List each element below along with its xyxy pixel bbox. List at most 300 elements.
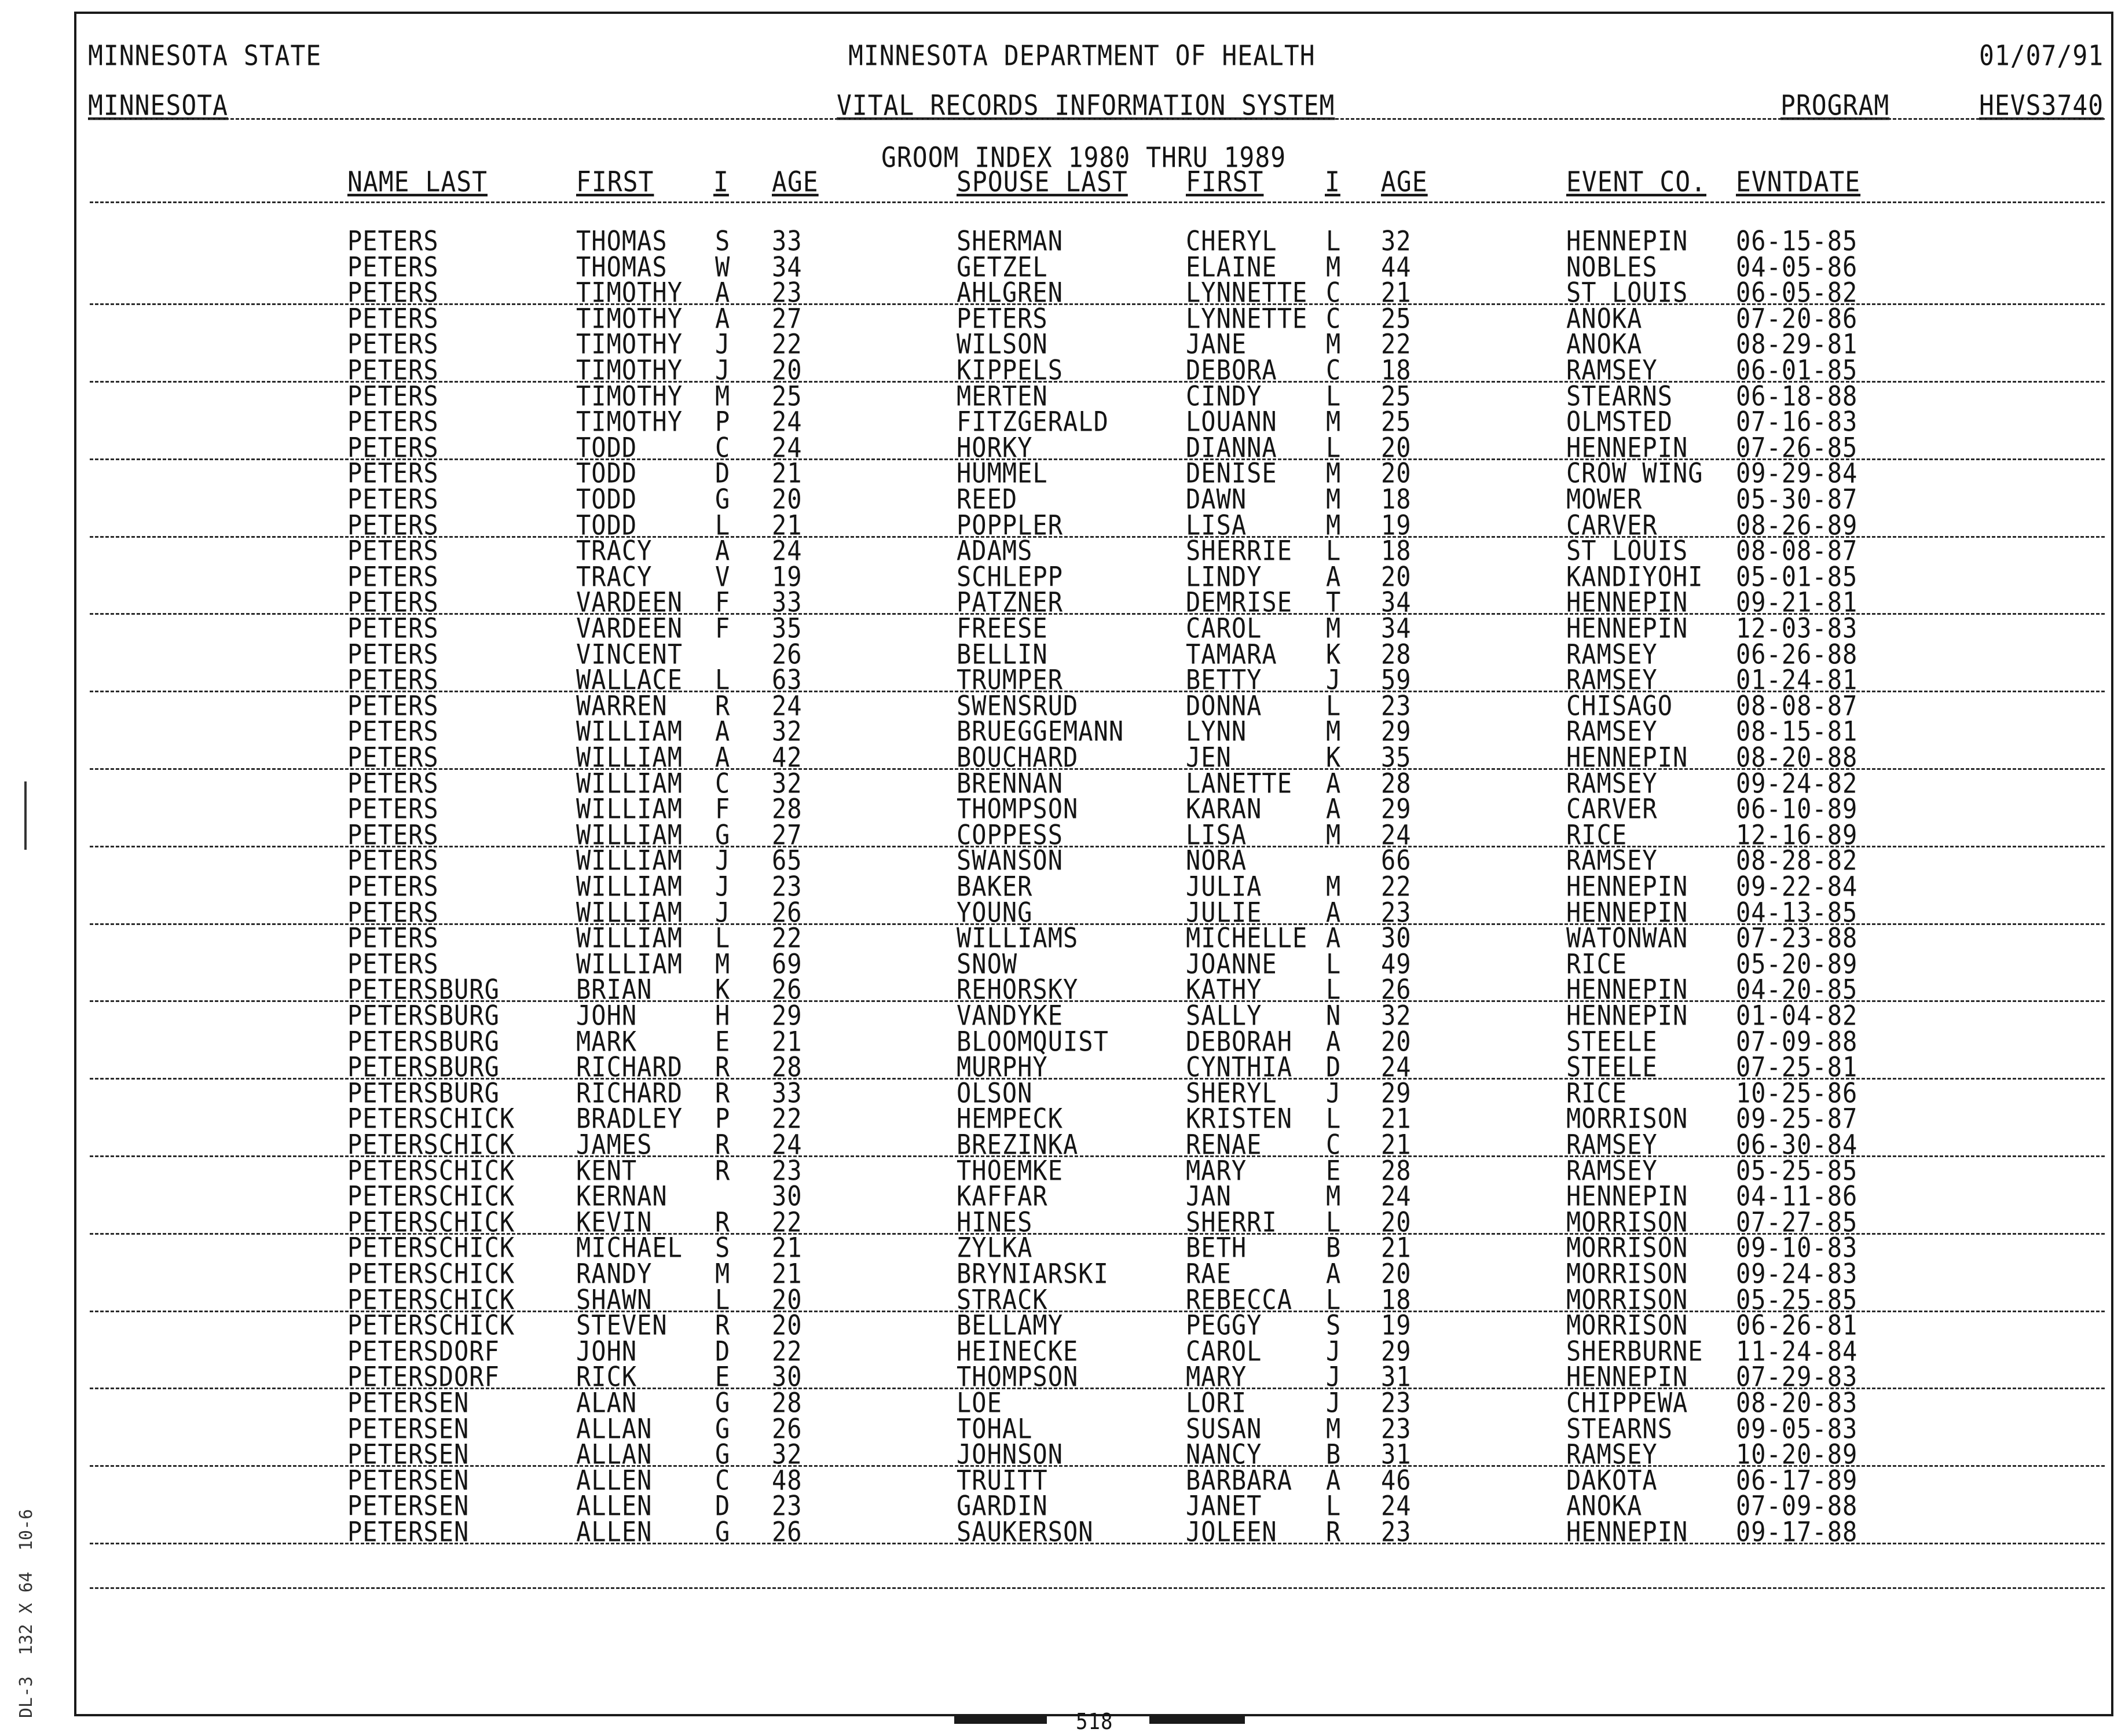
cell-initial: A [715, 715, 731, 747]
cell-spouse-first: CAROL [1186, 612, 1262, 644]
cell-name-last: PETERSCHICK [347, 1232, 515, 1264]
cell-first-name: WILLIAM [576, 870, 683, 902]
cell-event-county: STEELE [1566, 1025, 1658, 1058]
table-row [0, 405, 2125, 438]
cell-spouse-age: 21 [1381, 276, 1412, 309]
cell-spouse-age: 23 [1381, 1386, 1412, 1419]
cell-age: 29 [772, 999, 803, 1032]
cell-age: 24 [772, 534, 803, 567]
cell-spouse-age: 24 [1381, 1180, 1412, 1212]
cell-event-date: 08-15-81 [1736, 715, 1858, 747]
cell-event-date: 06-30-84 [1736, 1128, 1858, 1161]
cell-age: 26 [772, 638, 803, 670]
cell-event-date: 10-20-89 [1736, 1438, 1858, 1470]
cell-event-county: HENNEPIN [1566, 741, 1688, 773]
table-row [0, 1283, 2125, 1316]
cell-first-name: BRIAN [576, 974, 653, 1005]
cell-spouse-last: COPPESS [957, 819, 1064, 851]
table-row [0, 1490, 2125, 1522]
cell-age: 23 [772, 870, 803, 902]
header-state-second: MINNESOTA [88, 89, 228, 122]
cell-spouse-first: LORI [1186, 1386, 1247, 1419]
cell-first-name: WARREN [576, 689, 668, 722]
table-row [0, 1309, 2125, 1341]
cell-event-county: RAMSEY [1566, 1128, 1658, 1161]
cell-event-date: 07-16-83 [1736, 405, 1858, 438]
cell-name-last: PETERS [347, 741, 439, 773]
cell-event-county: STEARNS [1566, 380, 1673, 412]
cell-event-date: 08-08-87 [1736, 689, 1858, 722]
table-row [0, 302, 2125, 335]
cell-initial: L [715, 922, 731, 954]
cell-spouse-age: 29 [1381, 1077, 1412, 1109]
table-row [0, 534, 2125, 567]
cell-spouse-first: DEBORAH [1186, 1025, 1293, 1058]
table-row [0, 560, 2125, 593]
cell-spouse-initial: B [1326, 1438, 1342, 1470]
cell-event-date: 07-26-85 [1736, 431, 1858, 464]
cell-first-name: TIMOTHY [576, 328, 683, 360]
cell-spouse-initial: L [1326, 1490, 1342, 1522]
cell-name-last: PETERS [347, 251, 439, 283]
column-header-rule [90, 201, 2105, 203]
header-system: VITAL RECORDS INFORMATION SYSTEM [837, 89, 1335, 122]
table-row [0, 715, 2125, 747]
cell-spouse-last: MURPHY [957, 1051, 1048, 1083]
cell-event-date: 06-17-89 [1736, 1464, 1858, 1496]
cell-event-county: MOWER [1566, 483, 1643, 515]
cell-name-last: PETERSCHICK [347, 1206, 515, 1238]
cell-spouse-first: SUSAN [1186, 1412, 1262, 1445]
cell-spouse-first: NANCY [1186, 1438, 1262, 1470]
cell-first-name: ALLEN [576, 1464, 653, 1496]
cell-event-date: 09-05-83 [1736, 1412, 1858, 1445]
cell-age: 24 [772, 405, 803, 438]
cell-name-last: PETERSDORF [347, 1361, 500, 1393]
cell-spouse-age: 46 [1381, 1464, 1412, 1496]
cell-event-county: HENNEPIN [1566, 1180, 1688, 1212]
cell-age: 26 [772, 974, 803, 1005]
cell-initial: G [715, 1412, 731, 1445]
col-spouse-initial: I [1325, 166, 1340, 199]
cell-spouse-initial: A [1326, 1025, 1342, 1058]
cell-event-date: 04-11-86 [1736, 1180, 1858, 1212]
cell-spouse-first: RENAE [1186, 1128, 1262, 1161]
col-spouse-last: SPOUSE LAST [957, 166, 1128, 199]
cell-age: 20 [772, 1283, 803, 1316]
cell-spouse-age: 49 [1381, 948, 1412, 980]
cell-spouse-age: 21 [1381, 1103, 1412, 1135]
cell-spouse-first: SHERYL [1186, 1077, 1277, 1109]
cell-age: 33 [772, 225, 803, 257]
cell-spouse-last: HEMPECK [957, 1103, 1064, 1135]
cell-spouse-first: LANETTE [1186, 767, 1293, 799]
cell-event-county: ANOKA [1566, 302, 1643, 335]
cell-event-date: 06-01-85 [1736, 354, 1858, 386]
table-row [0, 509, 2125, 541]
header-program-id: HEVS3740 [1979, 89, 2104, 122]
cell-name-last: PETERS [347, 225, 439, 257]
cell-event-county: CHISAGO [1566, 689, 1673, 722]
cell-spouse-initial: M [1326, 715, 1342, 747]
cell-age: 28 [772, 1386, 803, 1419]
cell-event-date: 07-29-83 [1736, 1361, 1858, 1393]
cell-age: 33 [772, 586, 803, 618]
cell-event-county: WATONWAN [1566, 922, 1688, 954]
cell-spouse-last: SWENSRUD [957, 689, 1079, 722]
cell-event-county: MORRISON [1566, 1206, 1688, 1238]
cell-name-last: PETERSCHICK [347, 1180, 515, 1212]
header-state: MINNESOTA STATE [88, 39, 322, 72]
cell-age: 24 [772, 689, 803, 722]
cell-spouse-initial: A [1326, 767, 1342, 799]
cell-spouse-age: 24 [1381, 1490, 1412, 1522]
cell-spouse-initial: L [1326, 1283, 1342, 1316]
cell-event-county: HENNEPIN [1566, 225, 1688, 257]
cell-spouse-initial: J [1326, 1361, 1342, 1393]
cell-first-name: WILLIAM [576, 845, 683, 876]
cell-spouse-last: YOUNG [957, 896, 1033, 928]
cell-event-date: 06-10-89 [1736, 792, 1858, 825]
cell-name-last: PETERSBURG [347, 999, 500, 1032]
table-row [0, 741, 2125, 773]
table-row [0, 251, 2125, 283]
cell-event-county: RICE [1566, 819, 1628, 851]
cell-first-name: WILLIAM [576, 922, 683, 954]
cell-spouse-last: KAFFAR [957, 1180, 1048, 1212]
cell-spouse-last: SWANSON [957, 845, 1064, 876]
cell-spouse-age: 20 [1381, 560, 1412, 593]
cell-initial: F [715, 792, 731, 825]
cell-spouse-last: BRUEGGEMANN [957, 715, 1124, 747]
cell-spouse-initial: N [1326, 999, 1342, 1032]
row-group-rule [90, 1543, 2105, 1544]
cell-initial: L [715, 663, 731, 696]
cell-spouse-last: LOE [957, 1386, 1002, 1419]
cell-spouse-initial: L [1326, 974, 1342, 1005]
cell-first-name: TIMOTHY [576, 276, 683, 309]
cell-spouse-initial: T [1326, 586, 1342, 618]
cell-spouse-last: FREESE [957, 612, 1048, 644]
cell-name-last: PETERSEN [347, 1412, 470, 1445]
cell-spouse-first: DIANNA [1186, 431, 1277, 464]
cell-first-name: TIMOTHY [576, 380, 683, 412]
cell-age: 22 [772, 1206, 803, 1238]
cell-event-county: RICE [1566, 948, 1628, 980]
cell-event-date: 12-03-83 [1736, 612, 1858, 644]
col-name-last: NAME LAST [347, 166, 488, 199]
cell-spouse-last: PETERS [957, 302, 1048, 335]
cell-spouse-initial: S [1326, 1309, 1342, 1341]
cell-spouse-first: MARY [1186, 1361, 1247, 1393]
cell-spouse-initial: M [1326, 1412, 1342, 1445]
cell-event-county: HENNEPIN [1566, 999, 1688, 1032]
cell-event-county: CROW WING [1566, 457, 1703, 489]
cell-event-county: MORRISON [1566, 1257, 1688, 1290]
cell-event-county: STEELE [1566, 1051, 1658, 1083]
cell-age: 24 [772, 1128, 803, 1161]
cell-initial: A [715, 741, 731, 773]
cell-age: 22 [772, 328, 803, 360]
cell-spouse-age: 59 [1381, 663, 1412, 696]
cell-event-county: ANOKA [1566, 1490, 1643, 1522]
cell-age: 32 [772, 767, 803, 799]
table-row [0, 1412, 2125, 1445]
cell-spouse-last: SHERMAN [957, 225, 1064, 257]
cell-spouse-initial: D [1326, 1051, 1342, 1083]
cell-spouse-age: 26 [1381, 974, 1412, 1005]
cell-event-date: 04-13-85 [1736, 896, 1858, 928]
cell-event-county: HENNEPIN [1566, 431, 1688, 464]
cell-spouse-age: 20 [1381, 1206, 1412, 1238]
table-row [0, 276, 2125, 309]
cell-event-date: 09-22-84 [1736, 870, 1858, 902]
cell-spouse-age: 22 [1381, 328, 1412, 360]
cell-age: 20 [772, 1309, 803, 1341]
cell-first-name: SHAWN [576, 1283, 653, 1316]
cell-event-date: 07-09-88 [1736, 1025, 1858, 1058]
table-row [0, 1180, 2125, 1212]
table-row [0, 1128, 2125, 1161]
cell-spouse-initial: A [1326, 922, 1342, 954]
cell-name-last: PETERSEN [347, 1438, 470, 1470]
cell-spouse-last: VANDYKE [957, 999, 1064, 1032]
cell-spouse-age: 18 [1381, 354, 1412, 386]
cell-first-name: VARDEEN [576, 612, 683, 644]
cell-name-last: PETERS [347, 819, 439, 851]
cell-initial: M [715, 948, 731, 980]
cell-initial: S [715, 1232, 731, 1264]
cell-event-county: HENNEPIN [1566, 974, 1688, 1005]
table-row [0, 483, 2125, 515]
cell-name-last: PETERS [347, 483, 439, 515]
cell-event-county: RAMSEY [1566, 354, 1658, 386]
cell-name-last: PETERSEN [347, 1386, 470, 1419]
cell-spouse-last: AHLGREN [957, 276, 1064, 309]
cell-age: 28 [772, 1051, 803, 1083]
table-row [0, 1025, 2125, 1058]
cell-spouse-first: KRISTEN [1186, 1103, 1293, 1135]
cell-event-date: 09-24-82 [1736, 767, 1858, 799]
cell-spouse-age: 28 [1381, 638, 1412, 670]
cell-spouse-initial: M [1326, 457, 1342, 489]
cell-first-name: VARDEEN [576, 586, 683, 618]
cell-event-date: 10-25-86 [1736, 1077, 1858, 1109]
cell-first-name: JOHN [576, 999, 637, 1032]
cell-event-date: 05-25-85 [1736, 1154, 1858, 1187]
cell-name-last: PETERS [347, 328, 439, 360]
cell-spouse-first: SALLY [1186, 999, 1262, 1032]
table-row [0, 1438, 2125, 1470]
cell-initial: C [715, 431, 731, 464]
cell-spouse-age: 32 [1381, 225, 1412, 257]
cell-spouse-last: FITZGERALD [957, 405, 1109, 438]
cell-first-name: WILLIAM [576, 792, 683, 825]
cell-age: 21 [772, 1025, 803, 1058]
table-end-rule [90, 1587, 2105, 1589]
cell-spouse-first: KARAN [1186, 792, 1262, 825]
cell-initial: P [715, 1103, 731, 1135]
cell-spouse-last: TOHAL [957, 1412, 1033, 1445]
cell-spouse-first: BETH [1186, 1232, 1247, 1264]
cell-first-name: ALAN [576, 1386, 637, 1419]
cell-spouse-age: 28 [1381, 1154, 1412, 1187]
cell-first-name: VINCENT [576, 638, 683, 670]
cell-age: 42 [772, 741, 803, 773]
cell-spouse-age: 31 [1381, 1361, 1412, 1393]
cell-name-last: PETERS [347, 534, 439, 567]
cell-first-name: THOMAS [576, 225, 668, 257]
table-row [0, 845, 2125, 876]
cell-spouse-first: LYNNETTE [1186, 276, 1308, 309]
cell-spouse-first: JOANNE [1186, 948, 1277, 980]
cell-spouse-age: 28 [1381, 767, 1412, 799]
table-row [0, 948, 2125, 980]
cell-name-last: PETERS [347, 896, 439, 928]
cell-event-county: MORRISON [1566, 1232, 1688, 1264]
cell-spouse-age: 29 [1381, 792, 1412, 825]
cell-spouse-last: BLOOMQUIST [957, 1025, 1109, 1058]
cell-spouse-last: MERTEN [957, 380, 1048, 412]
cell-spouse-age: 21 [1381, 1128, 1412, 1161]
cell-name-last: PETERS [347, 560, 439, 593]
table-row [0, 1464, 2125, 1496]
cell-age: 30 [772, 1180, 803, 1212]
table-row [0, 1103, 2125, 1135]
table-row [0, 870, 2125, 902]
cell-event-date: 06-18-88 [1736, 380, 1858, 412]
cell-event-county: RICE [1566, 1077, 1628, 1109]
cell-spouse-initial: A [1326, 792, 1342, 825]
cell-event-date: 08-28-82 [1736, 845, 1858, 876]
cell-first-name: TODD [576, 509, 637, 541]
cell-spouse-last: BAKER [957, 870, 1033, 902]
cell-event-county: RAMSEY [1566, 715, 1658, 747]
cell-spouse-age: 24 [1381, 1051, 1412, 1083]
cell-spouse-initial: C [1326, 354, 1342, 386]
cell-age: 32 [772, 1438, 803, 1470]
cell-event-date: 09-17-88 [1736, 1515, 1858, 1548]
margin-tick-mark [24, 781, 27, 850]
cell-age: 20 [772, 483, 803, 515]
cell-event-county: HENNEPIN [1566, 586, 1688, 618]
cell-spouse-age: 24 [1381, 819, 1412, 851]
cell-event-county: STEARNS [1566, 1412, 1673, 1445]
cell-spouse-first: DENISE [1186, 457, 1277, 489]
cell-event-date: 11-24-84 [1736, 1335, 1858, 1367]
cell-spouse-first: LISA [1186, 509, 1247, 541]
cell-spouse-age: 25 [1381, 302, 1412, 335]
col-event-co: EVENT CO. [1566, 166, 1706, 199]
cell-spouse-initial: J [1326, 663, 1342, 696]
table-row [0, 638, 2125, 670]
cell-event-date: 05-20-89 [1736, 948, 1858, 980]
cell-spouse-initial: L [1326, 1206, 1342, 1238]
cell-event-date: 01-24-81 [1736, 663, 1858, 696]
table-row [0, 1206, 2125, 1238]
cell-spouse-age: 18 [1381, 483, 1412, 515]
cell-spouse-age: 18 [1381, 1283, 1412, 1316]
cell-spouse-first: JAN [1186, 1180, 1232, 1212]
table-row [0, 354, 2125, 386]
cell-first-name: ALLAN [576, 1438, 653, 1470]
cell-age: 27 [772, 819, 803, 851]
cell-event-date: 08-29-81 [1736, 328, 1858, 360]
cell-spouse-initial: M [1326, 328, 1342, 360]
cell-first-name: WILLIAM [576, 741, 683, 773]
cell-name-last: PETERS [347, 767, 439, 799]
cell-spouse-initial: M [1326, 819, 1342, 851]
cell-spouse-age: 20 [1381, 1025, 1412, 1058]
cell-event-date: 07-27-85 [1736, 1206, 1858, 1238]
cell-initial: G [715, 483, 731, 515]
cell-initial: R [715, 1206, 731, 1238]
cell-spouse-first: KATHY [1186, 974, 1262, 1005]
cell-spouse-first: DEMRISE [1186, 586, 1293, 618]
cell-spouse-age: 21 [1381, 1232, 1412, 1264]
header-department: MINNESOTA DEPARTMENT OF HEALTH [848, 39, 1316, 72]
cell-spouse-first: JANE [1186, 328, 1247, 360]
cell-event-county: MORRISON [1566, 1309, 1688, 1341]
table-row [0, 328, 2125, 360]
cell-first-name: ALLEN [576, 1490, 653, 1522]
cell-name-last: PETERSCHICK [347, 1309, 515, 1341]
cell-first-name: TRACY [576, 560, 653, 593]
cell-initial: M [715, 380, 731, 412]
cell-initial: F [715, 586, 731, 618]
cell-event-date: 09-10-83 [1736, 1232, 1858, 1264]
table-row [0, 974, 2125, 1005]
cell-spouse-first: CYNTHIA [1186, 1051, 1293, 1083]
cell-initial: G [715, 1515, 731, 1548]
cell-first-name: MARK [576, 1025, 637, 1058]
cell-event-date: 09-29-84 [1736, 457, 1858, 489]
cell-name-last: PETERS [347, 380, 439, 412]
cell-first-name: STEVEN [576, 1309, 668, 1341]
cell-event-county: OLMSTED [1566, 405, 1673, 438]
cell-spouse-first: JULIE [1186, 896, 1262, 928]
cell-event-county: HENNEPIN [1566, 1361, 1688, 1393]
cell-initial: G [715, 819, 731, 851]
cell-event-date: 05-25-85 [1736, 1283, 1858, 1316]
table-row [0, 1154, 2125, 1187]
cell-initial: L [715, 1283, 731, 1316]
cell-spouse-age: 23 [1381, 1515, 1412, 1548]
table-row [0, 922, 2125, 954]
cell-name-last: PETERSCHICK [347, 1103, 515, 1135]
cell-event-date: 07-09-88 [1736, 1490, 1858, 1522]
cell-spouse-initial: A [1326, 896, 1342, 928]
cell-spouse-initial: A [1326, 1464, 1342, 1496]
cell-initial: F [715, 612, 731, 644]
cell-age: 23 [772, 276, 803, 309]
cell-age: 22 [772, 1335, 803, 1367]
cell-spouse-last: ZYLKA [957, 1232, 1033, 1264]
col-age: AGE [772, 166, 819, 199]
cell-spouse-first: CAROL [1186, 1335, 1262, 1367]
cell-initial: E [715, 1361, 731, 1393]
cell-event-date: 08-26-89 [1736, 509, 1858, 541]
header-rule [90, 118, 2105, 120]
cell-initial: G [715, 1438, 731, 1470]
cell-name-last: PETERS [347, 354, 439, 386]
cell-event-county: ST LOUIS [1566, 276, 1688, 309]
cell-event-county: MORRISON [1566, 1283, 1688, 1316]
cell-spouse-age: 19 [1381, 1309, 1412, 1341]
cell-first-name: WALLACE [576, 663, 683, 696]
cell-spouse-last: OLSON [957, 1077, 1033, 1109]
cell-spouse-initial: M [1326, 870, 1342, 902]
